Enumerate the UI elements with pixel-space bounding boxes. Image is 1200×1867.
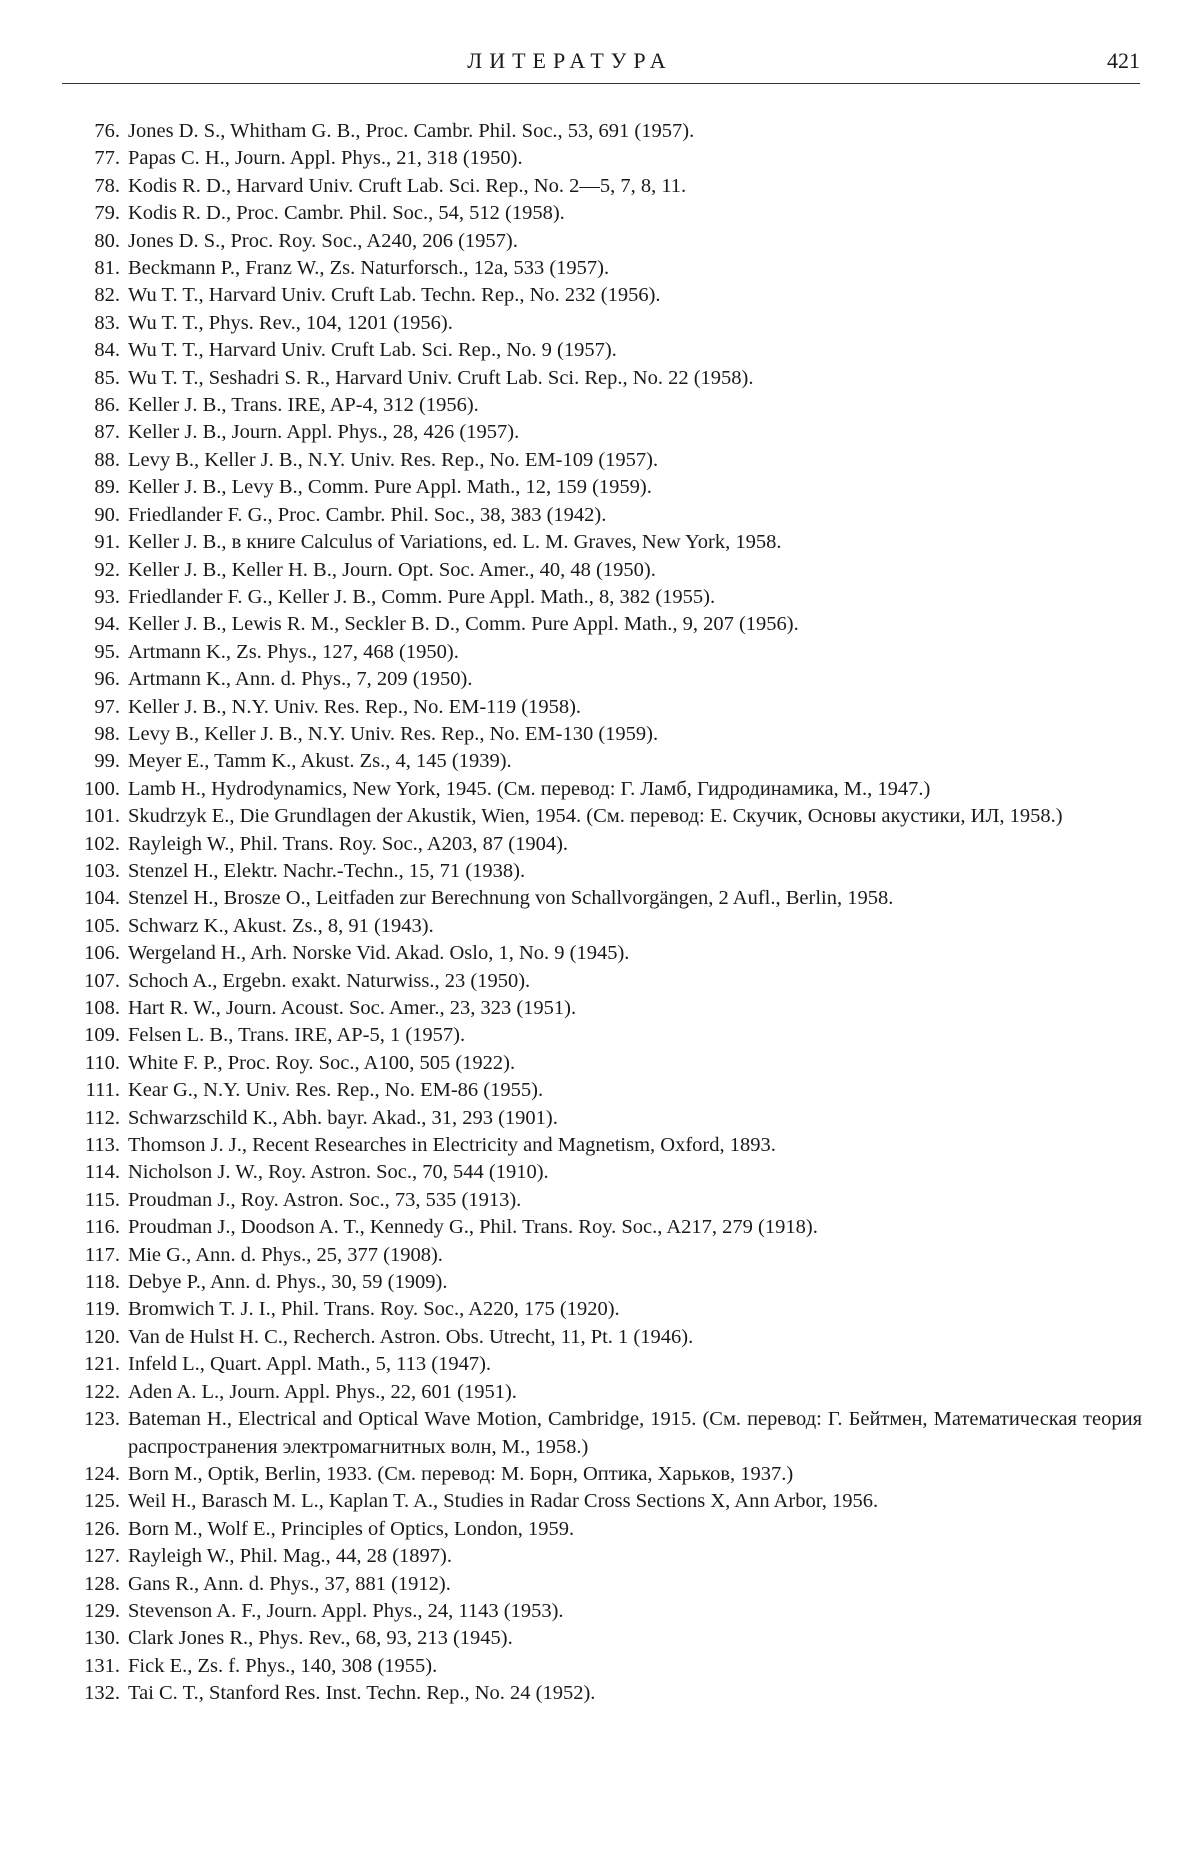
reference-number: 97.: [94, 695, 120, 718]
reference-text: Wergeland H., Arh. Norske Vid. Akad. Oslo, 1, No. 9 (1945).: [128, 942, 630, 965]
reference-item: [62, 474, 1142, 501]
reference-number: 93.: [94, 585, 120, 608]
reference-number: 100.: [84, 777, 120, 800]
reference-text: Weil H., Barasch M. L., Kaplan T. A., Studies in Radar Cross Sections X, Ann Arbor, 1956.: [128, 1490, 879, 1513]
reference-number: 129.: [84, 1599, 120, 1622]
reference-number: 95.: [94, 640, 120, 663]
reference-item: [62, 1324, 1142, 1351]
reference-number: 123.: [84, 1408, 120, 1431]
reference-item: [62, 118, 1142, 145]
reference-text: Mie G., Ann. d. Phys., 25, 377 (1908).: [128, 1243, 443, 1266]
reference-item: [62, 666, 1142, 693]
reference-text: Wu T. T., Harvard Univ. Cruft Lab. Sci. Rep., No. 9 (1957).: [128, 339, 617, 362]
reference-item: [62, 1022, 1142, 1049]
reference-text: Stenzel H., Brosze O., Leitfaden zur Berechnung von Schallvorgängen, 2 Aufl., Berlin, 1958.: [128, 887, 894, 910]
reference-text: Jones D. S., Whitham G. B., Proc. Cambr. Phil. Soc., 53, 691 (1957).: [128, 120, 695, 142]
reference-number: 125.: [84, 1490, 120, 1513]
reference-item: [62, 1571, 1142, 1598]
reference-text: Stevenson A. F., Journ. Appl. Phys., 24, 1143 (1953).: [128, 1599, 564, 1622]
reference-item: [62, 419, 1142, 446]
reference-number: 122.: [84, 1380, 120, 1403]
reference-item: [62, 502, 1142, 529]
reference-item: [62, 529, 1142, 556]
reference-item: [62, 1379, 1142, 1406]
reference-text: Skudrzyk E., Die Grundlagen der Akustik, Wien, 1954. (См. перевод: Е. Скучик, Основы акустики, ИЛ, 1958.): [128, 805, 1063, 828]
reference-text: Thomson J. J., Recent Researches in Electricity and Magnetism, Oxford, 1893.: [128, 1134, 776, 1157]
reference-text: Keller J. B., Keller H. B., Journ. Opt. Soc. Amer., 40, 48 (1950).: [128, 558, 656, 581]
reference-number: 86.: [94, 394, 120, 417]
reference-item: [62, 1488, 1142, 1515]
reference-item: [62, 940, 1142, 967]
reference-item: [62, 1050, 1142, 1077]
reference-number: 81.: [94, 257, 120, 280]
reference-text: Kodis R. D., Proc. Cambr. Phil. Soc., 54, 512 (1958).: [128, 202, 565, 225]
reference-number: 83.: [94, 311, 120, 334]
reference-item: [62, 392, 1142, 419]
reference-item: [62, 200, 1142, 227]
reference-item: [62, 228, 1142, 255]
reference-item: [62, 1516, 1142, 1543]
reference-item: [62, 447, 1142, 474]
reference-text: Keller J. B., Levy B., Comm. Pure Appl. Math., 12, 159 (1959).: [128, 476, 652, 499]
reference-item: [62, 1214, 1142, 1241]
reference-text: Aden A. L., Journ. Appl. Phys., 22, 601 (1951).: [128, 1380, 517, 1403]
reference-number: 91.: [94, 531, 120, 554]
reference-text: Keller J. B., Journ. Appl. Phys., 28, 426 (1957).: [128, 421, 520, 444]
reference-text: Rayleigh W., Phil. Mag., 44, 28 (1897).: [128, 1545, 453, 1568]
reference-text: Keller J. B., N.Y. Univ. Res. Rep., No. EM-119 (1958).: [128, 695, 582, 718]
reference-item: [62, 557, 1142, 584]
reference-text: Felsen L. B., Trans. IRE, AP-5, 1 (1957).: [128, 1024, 466, 1047]
reference-text: Born M., Optik, Berlin, 1933. (См. перевод: М. Борн, Оптика, Харьков, 1937.): [128, 1462, 794, 1485]
reference-text: Schoch A., Ergebn. exakt. Naturwiss., 23 (1950).: [128, 969, 531, 992]
reference-item: [62, 776, 1142, 803]
reference-text: Artmann K., Ann. d. Phys., 7, 209 (1950).: [128, 668, 473, 691]
reference-item: [62, 1105, 1142, 1132]
reference-text: Debye P., Ann. d. Phys., 30, 59 (1909).: [128, 1271, 448, 1294]
reference-item: [62, 831, 1142, 858]
reference-item: [62, 611, 1142, 638]
reference-text: Artmann K., Zs. Phys., 127, 468 (1950).: [128, 640, 459, 663]
reference-text: Proudman J., Doodson A. T., Kennedy G., Phil. Trans. Roy. Soc., A217, 279 (1918).: [128, 1216, 818, 1239]
running-header: [0, 48, 1140, 88]
reference-text: Beckmann P., Franz W., Zs. Naturforsch., 12a, 533 (1957).: [128, 257, 610, 280]
reference-number: 79.: [94, 202, 120, 225]
reference-item: [62, 1598, 1142, 1625]
reference-text: Tai C. T., Stanford Res. Inst. Techn. Rep., No. 24 (1952).: [128, 1682, 596, 1705]
reference-number: 126.: [84, 1517, 120, 1540]
reference-number: 112.: [84, 1106, 120, 1129]
reference-number: 89.: [94, 476, 120, 499]
reference-text: Bromwich T. J. I., Phil. Trans. Roy. Soc., A220, 175 (1920).: [128, 1298, 620, 1321]
reference-number: 104.: [84, 887, 120, 910]
reference-number: 88.: [94, 448, 120, 471]
reference-item: [62, 1680, 1142, 1707]
reference-text: Schwarz K., Akust. Zs., 8, 91 (1943).: [128, 914, 434, 937]
reference-text: Clark Jones R., Phys. Rev., 68, 93, 213 (1945).: [128, 1627, 513, 1650]
reference-number: 118.: [84, 1271, 120, 1294]
reference-number: 87.: [94, 421, 120, 444]
reference-text: Levy B., Keller J. B., N.Y. Univ. Res. Rep., No. EM-109 (1957).: [128, 448, 659, 471]
reference-text: Meyer E., Tamm K., Akust. Zs., 4, 145 (1939).: [128, 750, 512, 773]
reference-number: 115.: [84, 1188, 120, 1211]
reference-number: 132.: [84, 1682, 120, 1705]
reference-text: White F. P., Proc. Roy. Soc., A100, 505 (1922).: [128, 1051, 516, 1074]
reference-number: 105.: [84, 914, 120, 937]
reference-number: 119.: [84, 1298, 120, 1321]
reference-item: [62, 1159, 1142, 1186]
reference-number: 99.: [94, 750, 120, 773]
reference-item: [62, 337, 1142, 364]
reference-item: [62, 803, 1142, 830]
reference-item: [62, 913, 1142, 940]
reference-item: [62, 694, 1142, 721]
header-rule: [62, 83, 1140, 84]
reference-text: Rayleigh W., Phil. Trans. Roy. Soc., A203, 87 (1904).: [128, 832, 569, 855]
reference-item: [62, 995, 1142, 1022]
reference-number: 102.: [84, 832, 120, 855]
reference-text: Hart R. W., Journ. Acoust. Soc. Amer., 23, 323 (1951).: [128, 997, 577, 1019]
reference-text: Fick E., Zs. f. Phys., 140, 308 (1955).: [128, 1654, 438, 1677]
reference-item: [62, 1132, 1142, 1159]
reference-number: 96.: [94, 668, 120, 691]
reference-text: Kear G., N.Y. Univ. Res. Rep., No. EM-86 (1955).: [128, 1079, 544, 1102]
reference-item: [62, 1406, 1142, 1461]
reference-number: 92.: [94, 558, 120, 581]
reference-number: 124.: [84, 1462, 120, 1485]
reference-text: Bateman H., Electrical and Optical Wave Motion, Cambridge, 1915. (См. перевод: Г. Бейтмен, Математическая теория распространения электромагнитных волн, М., 1958.): [128, 1408, 1142, 1458]
reference-number: 80.: [94, 229, 120, 252]
reference-number: 98.: [94, 722, 120, 745]
reference-item: [62, 1242, 1142, 1269]
reference-item: [62, 1653, 1142, 1680]
reference-item: [62, 145, 1142, 172]
reference-text: Proudman J., Roy. Astron. Soc., 73, 535 (1913).: [128, 1188, 522, 1211]
reference-text: Wu T. T., Phys. Rev., 104, 1201 (1956).: [128, 311, 453, 334]
reference-text: Infeld L., Quart. Appl. Math., 5, 113 (1947).: [128, 1353, 492, 1376]
reference-item: [62, 1351, 1142, 1378]
reference-number: 107.: [84, 969, 120, 992]
reference-text: Keller J. B., в книге Calculus of Variations, ed. L. M. Graves, New York, 1958.: [128, 531, 782, 554]
reference-text: Keller J. B., Trans. IRE, AP-4, 312 (1956).: [128, 394, 479, 417]
reference-number: 90.: [94, 503, 120, 526]
reference-item: [62, 1625, 1142, 1652]
reference-text: Papas C. H., Journ. Appl. Phys., 21, 318 (1950).: [128, 147, 523, 170]
reference-text: Gans R., Ann. d. Phys., 37, 881 (1912).: [128, 1572, 451, 1595]
reference-text: Lamb H., Hydrodynamics, New York, 1945. (См. перевод: Г. Ламб, Гидродинамика, М., 1947.): [128, 777, 931, 800]
reference-number: 94.: [94, 613, 120, 636]
reference-number: 77.: [94, 147, 120, 170]
reference-number: 85.: [94, 366, 120, 389]
reference-number: 101.: [84, 805, 120, 828]
reference-number: 130.: [84, 1627, 120, 1650]
reference-text: Van de Hulst H. C., Recherch. Astron. Obs. Utrecht, 11, Pt. 1 (1946).: [128, 1325, 694, 1348]
reference-number: 121.: [84, 1353, 120, 1376]
reference-text: Nicholson J. W., Roy. Astron. Soc., 70, 544 (1910).: [128, 1161, 549, 1184]
reference-number: 116.: [84, 1216, 120, 1239]
reference-text: Keller J. B., Lewis R. M., Seckler B. D., Comm. Pure Appl. Math., 9, 207 (1956).: [128, 613, 799, 636]
reference-text: Friedlander F. G., Proc. Cambr. Phil. Soc., 38, 383 (1942).: [128, 503, 607, 526]
reference-number: 103.: [84, 859, 120, 882]
reference-text: Kodis R. D., Harvard Univ. Cruft Lab. Sci. Rep., No. 2—5, 7, 8, 11.: [128, 174, 687, 197]
reference-item: [62, 584, 1142, 611]
reference-number: 78.: [94, 174, 120, 197]
reference-text: Wu T. T., Harvard Univ. Cruft Lab. Techn. Rep., No. 232 (1956).: [128, 284, 661, 307]
reference-text: Schwarzschild K., Abh. bayr. Akad., 31, 293 (1901).: [128, 1106, 558, 1129]
reference-item: [62, 1296, 1142, 1323]
reference-number: 113.: [84, 1134, 120, 1157]
reference-item: [62, 1461, 1142, 1488]
reference-text: Stenzel H., Elektr. Nachr.-Techn., 15, 71 (1938).: [128, 859, 526, 882]
reference-number: 120.: [84, 1325, 120, 1348]
reference-number: 110.: [84, 1051, 120, 1074]
reference-item: [62, 255, 1142, 282]
reference-number: 117.: [84, 1243, 120, 1266]
reference-number: 82.: [94, 284, 120, 307]
reference-number: 127.: [84, 1545, 120, 1568]
reference-number: 109.: [84, 1024, 120, 1047]
reference-number: 76.: [94, 120, 120, 142]
reference-number: 128.: [84, 1572, 120, 1595]
reference-text: Levy B., Keller J. B., N.Y. Univ. Res. Rep., No. EM-130 (1959).: [128, 722, 659, 745]
reference-item: [62, 173, 1142, 200]
reference-item: [62, 1187, 1142, 1214]
reference-number: 108.: [84, 997, 120, 1019]
reference-item: [62, 310, 1142, 337]
reference-text: Jones D. S., Proc. Roy. Soc., A240, 206 (1957).: [128, 229, 518, 252]
reference-item: [62, 365, 1142, 392]
page-number: 421: [1107, 48, 1140, 73]
reference-item: [62, 639, 1142, 666]
reference-list: [62, 118, 1142, 1708]
reference-item: [62, 282, 1142, 309]
reference-item: [62, 968, 1142, 995]
reference-item: [62, 1077, 1142, 1104]
reference-number: 131.: [84, 1654, 120, 1677]
reference-item: [62, 748, 1142, 775]
reference-text: Friedlander F. G., Keller J. B., Comm. Pure Appl. Math., 8, 382 (1955).: [128, 585, 716, 608]
reference-item: [62, 885, 1142, 912]
reference-number: 114.: [84, 1161, 120, 1184]
reference-text: Born M., Wolf E., Principles of Optics, London, 1959.: [128, 1517, 575, 1540]
reference-item: [62, 1269, 1142, 1296]
reference-text: Wu T. T., Seshadri S. R., Harvard Univ. Cruft Lab. Sci. Rep., No. 22 (1958).: [128, 366, 754, 389]
reference-item: [62, 858, 1142, 885]
reference-number: 106.: [84, 942, 120, 965]
reference-number: 111.: [85, 1079, 120, 1102]
reference-item: [62, 1543, 1142, 1570]
reference-number: 84.: [94, 339, 120, 362]
reference-item: [62, 721, 1142, 748]
running-title: ЛИТЕРАТУРА: [467, 48, 673, 73]
